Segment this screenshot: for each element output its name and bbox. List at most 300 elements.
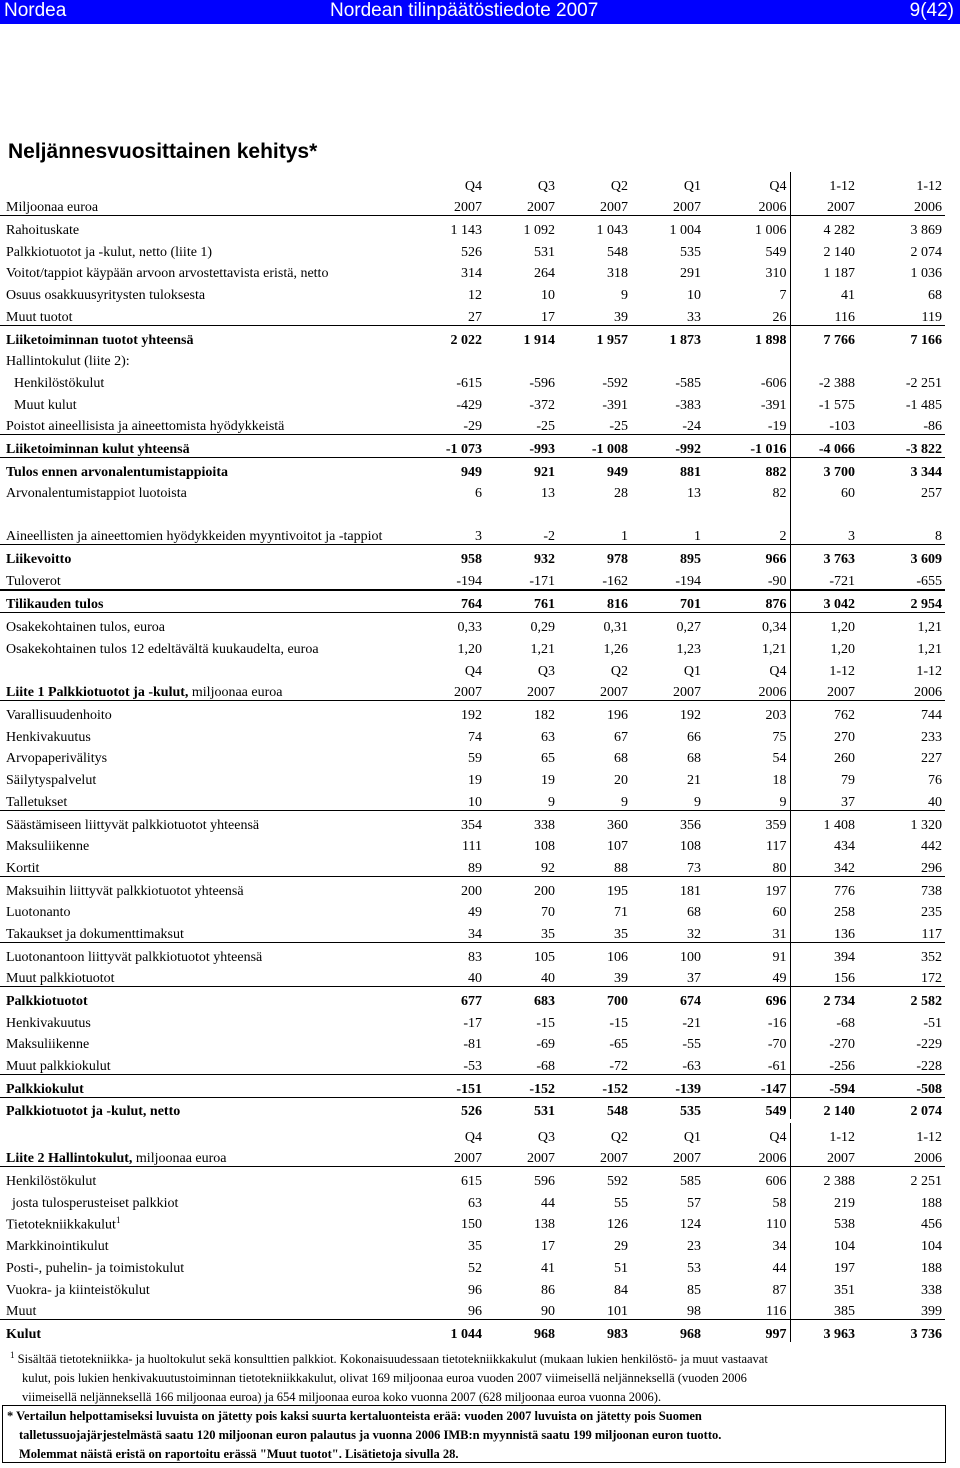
column-quarter: 1-12 xyxy=(916,178,942,194)
row-value: 96 xyxy=(468,1282,482,1298)
row-value: 52 xyxy=(468,1260,482,1276)
row-value: 548 xyxy=(558,1097,631,1119)
row-value: -65 xyxy=(609,1037,628,1053)
row-value: -594 xyxy=(790,1075,858,1098)
row-value: 35 xyxy=(541,926,555,942)
table-row xyxy=(0,1276,945,1298)
column-year: 2006 xyxy=(704,679,790,701)
column-year: 2007 xyxy=(600,685,628,701)
row-label: Luotonanto xyxy=(6,905,71,921)
row-value: 3 869 xyxy=(858,216,945,238)
row-value: -68 xyxy=(536,1059,555,1075)
row-value: -592 xyxy=(602,375,628,391)
header-document-title: Nordean tilinpäätöstiedote 2007 xyxy=(330,0,599,21)
row-value: 188 xyxy=(921,1260,942,1276)
row-value: 181 xyxy=(631,876,704,898)
row-value: 2 074 xyxy=(910,244,942,260)
table-row xyxy=(0,613,945,635)
row-label: Liiketoiminnan kulut yhteensä xyxy=(0,435,412,458)
row-value: 1 143 xyxy=(412,216,485,238)
row-label: Palkkiotuotot ja -kulut, netto (liite 1) xyxy=(6,244,213,260)
row-value: 51 xyxy=(614,1260,628,1276)
row-label: Kulut xyxy=(0,1320,412,1342)
table-row xyxy=(0,391,945,413)
row-value: 9 xyxy=(621,794,628,810)
row-label: Osakekohtainen tulos 12 edeltävältä kuukaudelta, euroa xyxy=(6,641,319,657)
row-value: 258 xyxy=(834,905,855,921)
row-value: -655 xyxy=(916,573,942,589)
row-value: 966 xyxy=(704,545,790,567)
row-value: 442 xyxy=(921,839,942,855)
row-value: 68 xyxy=(687,751,701,767)
row-value: 4 282 xyxy=(790,216,858,238)
row-value: 188 xyxy=(921,1195,942,1211)
table-row xyxy=(0,788,945,810)
comparability-notice xyxy=(2,1405,946,1463)
row-value: 37 xyxy=(841,794,855,810)
row-value: 1 957 xyxy=(558,325,631,347)
row-value: 949 xyxy=(412,457,485,479)
row-value: 683 xyxy=(485,987,558,1009)
row-value: 196 xyxy=(558,701,631,723)
row-value: 1,21 xyxy=(530,641,555,657)
row-value: 67 xyxy=(614,729,628,745)
row-value: 291 xyxy=(680,266,701,282)
row-label: josta tulosperusteiset palkkiot xyxy=(12,1195,179,1211)
row-value: 195 xyxy=(558,876,631,898)
row-value: 79 xyxy=(841,773,855,789)
row-label: Muut palkkiotuotot xyxy=(6,971,115,987)
column-quarter: Q3 xyxy=(537,1129,555,1145)
row-value: 264 xyxy=(534,266,555,282)
row-value: 13 xyxy=(687,486,701,502)
row-value: -152 xyxy=(558,1075,631,1098)
row-value: 3 736 xyxy=(858,1320,945,1342)
column-quarter: 1-12 xyxy=(829,1129,855,1145)
row-value: 535 xyxy=(631,1097,704,1119)
row-value: -194 xyxy=(456,573,482,589)
column-year: 2007 xyxy=(600,1151,628,1167)
row-value: 585 xyxy=(631,1167,704,1189)
row-value: -86 xyxy=(923,419,942,435)
row-value: 39 xyxy=(614,309,628,325)
row-label: Kortit xyxy=(6,860,40,876)
header-company: Nordea xyxy=(4,0,67,21)
row-value: 895 xyxy=(631,545,704,567)
row-value: 31 xyxy=(704,920,790,942)
row-label: Säilytyspalvelut xyxy=(6,773,97,789)
row-value: 117 xyxy=(704,833,790,855)
row-label: Palkkiotuotot ja -kulut, netto xyxy=(0,1097,412,1119)
table-row xyxy=(0,590,945,613)
column-quarter: Q1 xyxy=(683,663,701,679)
table-row xyxy=(0,745,945,767)
table-row xyxy=(0,942,945,964)
quarterly-results-table xyxy=(0,172,945,657)
row-value: 219 xyxy=(834,1195,855,1211)
row-value: 2 954 xyxy=(858,590,945,613)
row-value: -721 xyxy=(829,573,855,589)
row-value: 596 xyxy=(485,1167,558,1189)
row-value: 310 xyxy=(704,260,790,282)
row-label: Muut palkkiokulut xyxy=(6,1059,111,1075)
row-value: 235 xyxy=(921,905,942,921)
row-value: 2 074 xyxy=(858,1097,945,1119)
row-value: 958 xyxy=(412,545,485,567)
row-value: 761 xyxy=(485,590,558,613)
row-value: 0,33 xyxy=(412,613,485,635)
row-value: 6 xyxy=(475,486,482,502)
row-value: 921 xyxy=(485,457,558,479)
table-row xyxy=(0,413,945,435)
row-value: -24 xyxy=(682,419,701,435)
row-value: 18 xyxy=(704,766,790,788)
row-label: Henkivakuutus xyxy=(6,729,91,745)
row-value: 13 xyxy=(541,486,555,502)
row-value: 762 xyxy=(790,701,858,723)
row-value: 3 963 xyxy=(790,1320,858,1342)
column-year: 2006 xyxy=(914,685,942,701)
header-row-quarters xyxy=(0,1123,945,1145)
table-row xyxy=(0,260,945,282)
row-value: 7 166 xyxy=(858,325,945,347)
row-value: -1 575 xyxy=(818,397,855,413)
row-value: 17 xyxy=(541,309,555,325)
row-value: 10 xyxy=(687,288,701,304)
row-value: -29 xyxy=(463,419,482,435)
row-value: 744 xyxy=(858,701,945,723)
header-row-quarters xyxy=(0,657,945,679)
row-value: 117 xyxy=(921,926,942,942)
row-value: 3 xyxy=(475,529,482,545)
table-row xyxy=(0,1320,945,1342)
row-value: -2 388 xyxy=(818,375,855,391)
row-value: 27 xyxy=(468,309,482,325)
row-value: 3 763 xyxy=(790,545,858,567)
table-row xyxy=(0,567,945,590)
row-label: Vuokra- ja kiinteistökulut xyxy=(6,1282,150,1298)
row-value xyxy=(558,348,631,370)
table-row xyxy=(0,1298,945,1320)
row-value: -993 xyxy=(485,435,558,458)
row-value: 351 xyxy=(834,1282,855,1298)
column-quarter: Q3 xyxy=(537,663,555,679)
row-value: 1,20 xyxy=(790,613,858,635)
row-value: 89 xyxy=(468,860,482,876)
row-value: 101 xyxy=(607,1304,628,1320)
row-value: 110 xyxy=(704,1211,790,1233)
table-row xyxy=(0,457,945,479)
row-label: Maksuliikenne xyxy=(6,1037,90,1053)
row-value xyxy=(631,348,704,370)
table-title: Miljoonaa euroa xyxy=(6,200,99,216)
table-row xyxy=(0,1075,945,1098)
row-label: Muut xyxy=(6,1304,37,1320)
row-value: 968 xyxy=(485,1320,558,1342)
row-value: 200 xyxy=(412,876,485,898)
header-spacer xyxy=(0,1123,412,1145)
column-year: 2007 xyxy=(527,1151,555,1167)
row-value: 40 xyxy=(468,971,482,987)
column-year: 2007 xyxy=(527,200,555,216)
footnote-line: kulut, pois lukien henkivakuutustoiminnan tietotekniikkakulut, olivat 169 miljoonaa euroa vuoden 2007 viimeisellä neljänneksellä (vuoden 2006 xyxy=(22,1371,747,1386)
row-value: 270 xyxy=(834,729,855,745)
row-label: Takaukset ja dokumenttimaksut xyxy=(6,926,184,942)
row-value: 92 xyxy=(541,860,555,876)
row-value: 40 xyxy=(541,971,555,987)
row-value: -256 xyxy=(829,1059,855,1075)
row-value: 60 xyxy=(841,486,855,502)
row-value: -17 xyxy=(463,1015,482,1031)
row-value: 17 xyxy=(541,1239,555,1255)
table-row xyxy=(0,1097,945,1119)
row-value: 615 xyxy=(412,1167,485,1189)
row-value: 1,21 xyxy=(858,613,945,635)
row-value: 700 xyxy=(558,987,631,1009)
column-quarter: Q4 xyxy=(704,172,790,194)
row-value: 549 xyxy=(704,238,790,260)
row-label: Tulos ennen arvonalentumistappioita xyxy=(0,457,412,479)
row-value: 91 xyxy=(704,942,790,964)
row-value: 76 xyxy=(928,773,942,789)
row-value: 53 xyxy=(687,1260,701,1276)
note2-admin-costs-table xyxy=(0,1123,945,1342)
row-value: 29 xyxy=(614,1239,628,1255)
column-quarter: Q4 xyxy=(464,663,482,679)
row-value: 1 914 xyxy=(485,325,558,347)
row-value: 84 xyxy=(614,1282,628,1298)
row-value: -15 xyxy=(536,1015,555,1031)
table-row xyxy=(0,854,945,876)
row-value: 227 xyxy=(921,751,942,767)
row-value: 1,21 xyxy=(917,641,942,657)
row-label: Tilikauden tulos xyxy=(0,590,412,613)
row-value: 1 408 xyxy=(790,810,858,832)
table-row xyxy=(0,216,945,238)
row-label: Osuus osakkuusyritysten tuloksesta xyxy=(6,288,206,304)
row-label: Säästämiseen liittyvät palkkiotuotot yhteensä xyxy=(0,810,412,832)
row-value: 1,23 xyxy=(676,641,701,657)
row-value: -51 xyxy=(923,1015,942,1031)
row-value: 55 xyxy=(614,1195,628,1211)
row-value: 106 xyxy=(558,942,631,964)
row-value: 37 xyxy=(687,971,701,987)
row-value: 58 xyxy=(704,1189,790,1211)
row-value: -391 xyxy=(602,397,628,413)
row-value: -1 008 xyxy=(558,435,631,458)
column-quarter: Q1 xyxy=(683,178,701,194)
column-year: 2007 xyxy=(454,685,482,701)
row-value: 7 766 xyxy=(790,325,858,347)
row-value: -429 xyxy=(456,397,482,413)
page-header xyxy=(0,0,960,24)
row-value: 44 xyxy=(704,1254,790,1276)
row-value: 342 xyxy=(834,860,855,876)
column-year: 2007 xyxy=(454,1151,482,1167)
row-value: -61 xyxy=(704,1052,790,1074)
row-label: Liikevoitto xyxy=(0,545,412,567)
row-value: -63 xyxy=(682,1059,701,1075)
header-page-number: 9(42) xyxy=(909,0,954,21)
row-value: 531 xyxy=(485,1097,558,1119)
row-label: Talletukset xyxy=(6,794,68,810)
row-label: Hallintokulut (liite 2): xyxy=(6,354,130,370)
row-value: 9 xyxy=(548,794,555,810)
note2-title-unit: miljoonaa euroa xyxy=(132,1151,227,1167)
row-value: 49 xyxy=(704,965,790,987)
row-value: -15 xyxy=(609,1015,628,1031)
row-value: 1 xyxy=(621,529,628,545)
row-value: 203 xyxy=(704,701,790,723)
row-label: Maksuliikenne xyxy=(6,839,90,855)
row-value: 19 xyxy=(541,773,555,789)
row-value: 354 xyxy=(412,810,485,832)
row-value: 233 xyxy=(921,729,942,745)
column-year: 2006 xyxy=(704,1145,790,1167)
row-value: -162 xyxy=(602,573,628,589)
row-value: 0,29 xyxy=(485,613,558,635)
column-year: 2006 xyxy=(914,1151,942,1167)
row-value: 60 xyxy=(704,899,790,921)
row-value: 257 xyxy=(921,486,942,502)
table-row xyxy=(0,1211,945,1233)
row-value: -383 xyxy=(675,397,701,413)
row-value: 28 xyxy=(614,486,628,502)
row-value: 172 xyxy=(921,971,942,987)
row-label: Posti-, puhelin- ja toimistokulut xyxy=(6,1260,185,1276)
table-row xyxy=(0,501,945,545)
row-value: 75 xyxy=(704,723,790,745)
row-value: 63 xyxy=(541,729,555,745)
row-value: 1 006 xyxy=(704,216,790,238)
row-value: -372 xyxy=(529,397,555,413)
row-value: -147 xyxy=(704,1075,790,1098)
row-value: 85 xyxy=(687,1282,701,1298)
row-value: 1,20 xyxy=(457,641,482,657)
table-row xyxy=(0,965,945,987)
row-label: Tietotekniikkakulut$^1$ xyxy=(6,1214,121,1233)
row-value: 385 xyxy=(834,1304,855,1320)
row-value: 7 xyxy=(704,281,790,303)
header-row-years xyxy=(0,194,945,216)
table-row xyxy=(0,899,945,921)
header-row-years xyxy=(0,1145,945,1167)
row-value: -19 xyxy=(704,413,790,435)
row-value: 1 092 xyxy=(485,216,558,238)
row-value: 23 xyxy=(687,1239,701,1255)
row-value: 0,34 xyxy=(704,613,790,635)
row-value: 156 xyxy=(834,971,855,987)
row-value: 535 xyxy=(680,244,701,260)
row-value: -90 xyxy=(704,567,790,590)
row-value: 932 xyxy=(485,545,558,567)
row-value: -615 xyxy=(456,375,482,391)
row-label: Osakekohtainen tulos, euroa xyxy=(0,613,412,635)
row-value: 2 251 xyxy=(858,1167,945,1189)
table-row xyxy=(0,435,945,458)
row-value: 3 042 xyxy=(790,590,858,613)
row-value: -25 xyxy=(536,419,555,435)
row-value: 34 xyxy=(704,1232,790,1254)
footnote-reference: 1 xyxy=(115,1214,121,1225)
column-year: 2007 xyxy=(827,685,855,701)
row-value: 32 xyxy=(687,926,701,942)
row-value: 96 xyxy=(468,1304,482,1320)
row-value: 2 388 xyxy=(790,1167,858,1189)
row-value: 876 xyxy=(704,590,790,613)
row-value: 88 xyxy=(614,860,628,876)
table-row xyxy=(0,833,945,855)
row-value: 66 xyxy=(687,729,701,745)
row-value: 360 xyxy=(558,810,631,832)
row-value: -171 xyxy=(529,573,555,589)
row-value: 776 xyxy=(790,876,858,898)
row-value: 35 xyxy=(468,1239,482,1255)
row-value xyxy=(412,348,485,370)
row-value: 10 xyxy=(541,288,555,304)
row-value: 696 xyxy=(704,987,790,1009)
column-year: 2006 xyxy=(704,194,790,216)
table-row xyxy=(0,1189,945,1211)
table-row xyxy=(0,1009,945,1031)
row-value: 74 xyxy=(468,729,482,745)
row-value: 978 xyxy=(558,545,631,567)
column-quarter: Q2 xyxy=(610,178,628,194)
row-value: -68 xyxy=(836,1015,855,1031)
row-value: 701 xyxy=(631,590,704,613)
row-value: 68 xyxy=(928,288,942,304)
row-value: 968 xyxy=(631,1320,704,1342)
row-value: -3 822 xyxy=(858,435,945,458)
row-value: 674 xyxy=(631,987,704,1009)
row-value: 19 xyxy=(468,773,482,789)
row-value: 73 xyxy=(687,860,701,876)
row-value: 100 xyxy=(631,942,704,964)
table-row xyxy=(0,635,945,657)
row-value: 394 xyxy=(790,942,858,964)
row-value: 1 873 xyxy=(631,325,704,347)
column-year: 2007 xyxy=(527,685,555,701)
row-value: 606 xyxy=(704,1167,790,1189)
row-value xyxy=(790,348,858,370)
row-value: 1 xyxy=(694,529,701,545)
row-value: 136 xyxy=(834,926,855,942)
table-row xyxy=(0,325,945,347)
row-value: 9 xyxy=(694,794,701,810)
table-row xyxy=(0,369,945,391)
row-value: -69 xyxy=(536,1037,555,1053)
row-value: 677 xyxy=(412,987,485,1009)
row-value: -152 xyxy=(485,1075,558,1098)
row-value: 108 xyxy=(680,839,701,855)
footnote xyxy=(10,1346,950,1407)
row-value: 68 xyxy=(687,905,701,921)
row-value: -25 xyxy=(609,419,628,435)
row-label: Liiketoiminnan tuotot yhteensä xyxy=(0,325,412,347)
row-value: 1 187 xyxy=(823,266,855,282)
table-row xyxy=(0,920,945,942)
row-value: -151 xyxy=(412,1075,485,1098)
row-label: Henkivakuutus xyxy=(6,1015,91,1031)
row-value: 10 xyxy=(468,794,482,810)
row-label: Markkinointikulut xyxy=(6,1239,109,1255)
row-value: -4 066 xyxy=(790,435,858,458)
row-value: 108 xyxy=(534,839,555,855)
row-value: 0,31 xyxy=(558,613,631,635)
row-value: 882 xyxy=(704,457,790,479)
table-row xyxy=(0,238,945,260)
row-value: 352 xyxy=(858,942,945,964)
